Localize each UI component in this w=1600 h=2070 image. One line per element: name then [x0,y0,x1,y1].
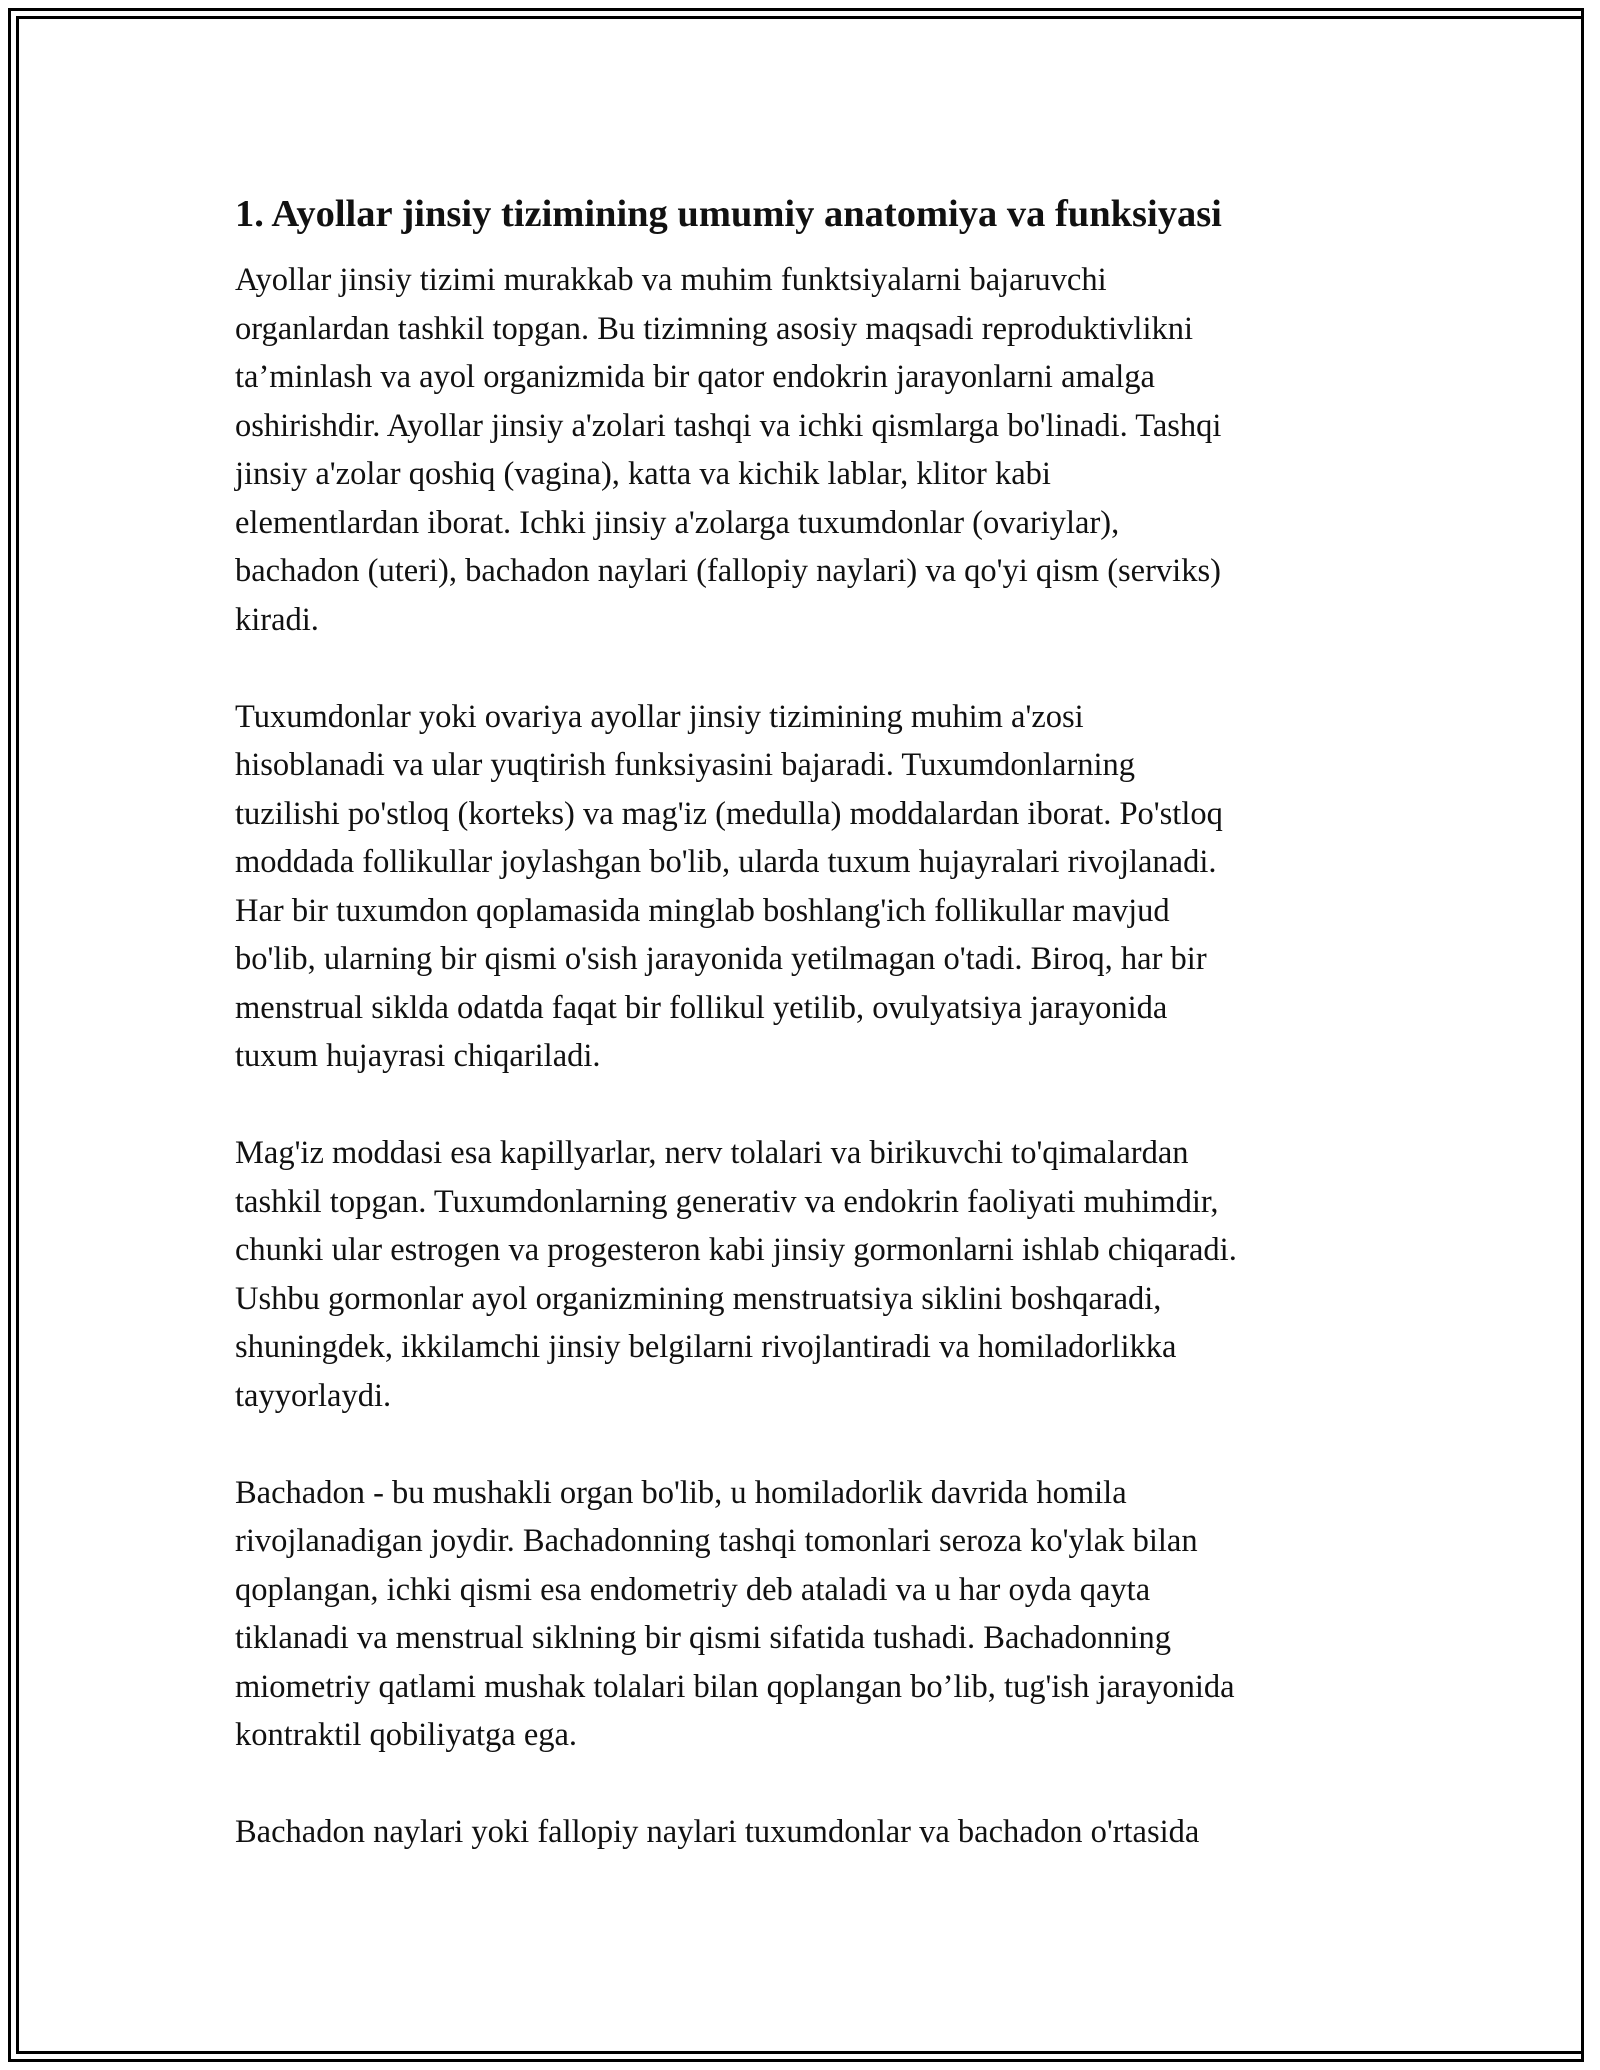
text-line: kiradi. [235,601,319,638]
text-line: menstrual siklda odatda faqat bir follikul yetilib, ovulyatsiya jarayonida [235,989,1168,1026]
paragraph-list [235,256,1375,1857]
text-line: hisoblanadi va ular yuqtirish funksiyasini bajaradi. Tuxumdonlarning [235,747,1135,783]
section-heading: 1. Ayollar jinsiy tizimining umumiy anatomiya va funksiyasi [235,193,1222,235]
paragraph [235,256,1375,644]
document-body [235,188,1375,1905]
text-line: shuningdek, ikkilamchi jinsiy belgilarni rivojlantiradi va homiladorlikka [235,1329,1177,1365]
text-line: ta’minlash va ayol organizmida bir qator endokrin jarayonlarni amalga [235,359,1155,395]
text-line: tiklanadi va menstrual siklning bir qismi sifatida tushadi. Bachadonning [235,1620,1172,1656]
text-line: oshirishdir. Ayollar jinsiy a'zolari tashqi va ichki qismlarga bo'linadi. Tashqi [235,407,1222,444]
paragraph [235,1808,1375,1857]
text-line: bo'lib, ularning bir qismi o'sish jarayonida yetilmagan o'tadi. Biroq, har bir [235,941,1207,977]
text-line: Bachadon - bu mushakli organ bo'lib, u homiladorlik davrida homila [235,1474,1127,1511]
text-line: Ayollar jinsiy tizimi murakkab va muhim funktsiyalarni bajaruvchi [235,262,1107,298]
text-line: jinsiy a'zolar qoshiq (vagina), katta va kichik lablar, klitor kabi [235,456,1051,492]
text-line: tashkil topgan. Tuxumdonlarning generativ va endokrin faoliyati muhimdir, [235,1183,1219,1220]
text-line: Har bir tuxumdon qoplamasida minglab boshlang'ich follikullar mavjud [235,892,1170,929]
text-line: tuxum hujayrasi chiqariladi. [235,1038,601,1074]
text-line: qoplangan, ichki qismi esa endometriy deb ataladi va u har oyda qayta [235,1571,1151,1608]
text-line: kontraktil qobiliyatga ega. [235,1717,578,1753]
text-line: miometriy qatlami mushak tolalari bilan qoplangan bo’lib, tug'ish jarayonida [235,1668,1235,1705]
text-line: tuzilishi po'stloq (korteks) va mag'iz (medulla) moddalardan iborat. Po'stloq [235,795,1223,832]
text-line: moddada follikullar joylashgan bo'lib, ularda tuxum hujayralari rivojlanadi. [235,844,1217,880]
text-line: bachadon (uteri), bachadon naylari (fallopiy naylari) va qo'yi qism (serviks) [235,553,1221,589]
text-line: Ushbu gormonlar ayol organizmining menstruatsiya siklini boshqaradi, [235,1280,1162,1317]
text-line: elementlardan iborat. Ichki jinsiy a'zolarga tuxumdonlar (ovariylar), [235,504,1120,541]
paragraph [235,1469,1375,1760]
paragraph [235,1129,1375,1420]
text-line: Bachadon naylari yoki fallopiy naylari tuxumdonlar va bachadon o'rtasida [235,1814,1200,1850]
paragraph [235,693,1375,1081]
text-line: rivojlanadigan joydir. Bachadonning tashqi tomonlari seroza ko'ylak bilan [235,1523,1198,1559]
text-line: tayyorlaydi. [235,1377,392,1414]
text-line: chunki ular estrogen va progesteron kabi jinsiy gormonlarni ishlab chiqaradi. [235,1232,1237,1268]
text-line: organlardan tashkil topgan. Bu tizimning asosiy maqsadi reproduktivlikni [235,310,1194,347]
text-line: Mag'iz moddasi esa kapillyarlar, nerv tolalari va birikuvchi to'qimalardan [235,1135,1189,1171]
text-line: Tuxumdonlar yoki ovariya ayollar jinsiy tizimining muhim a'zosi [235,698,1084,735]
